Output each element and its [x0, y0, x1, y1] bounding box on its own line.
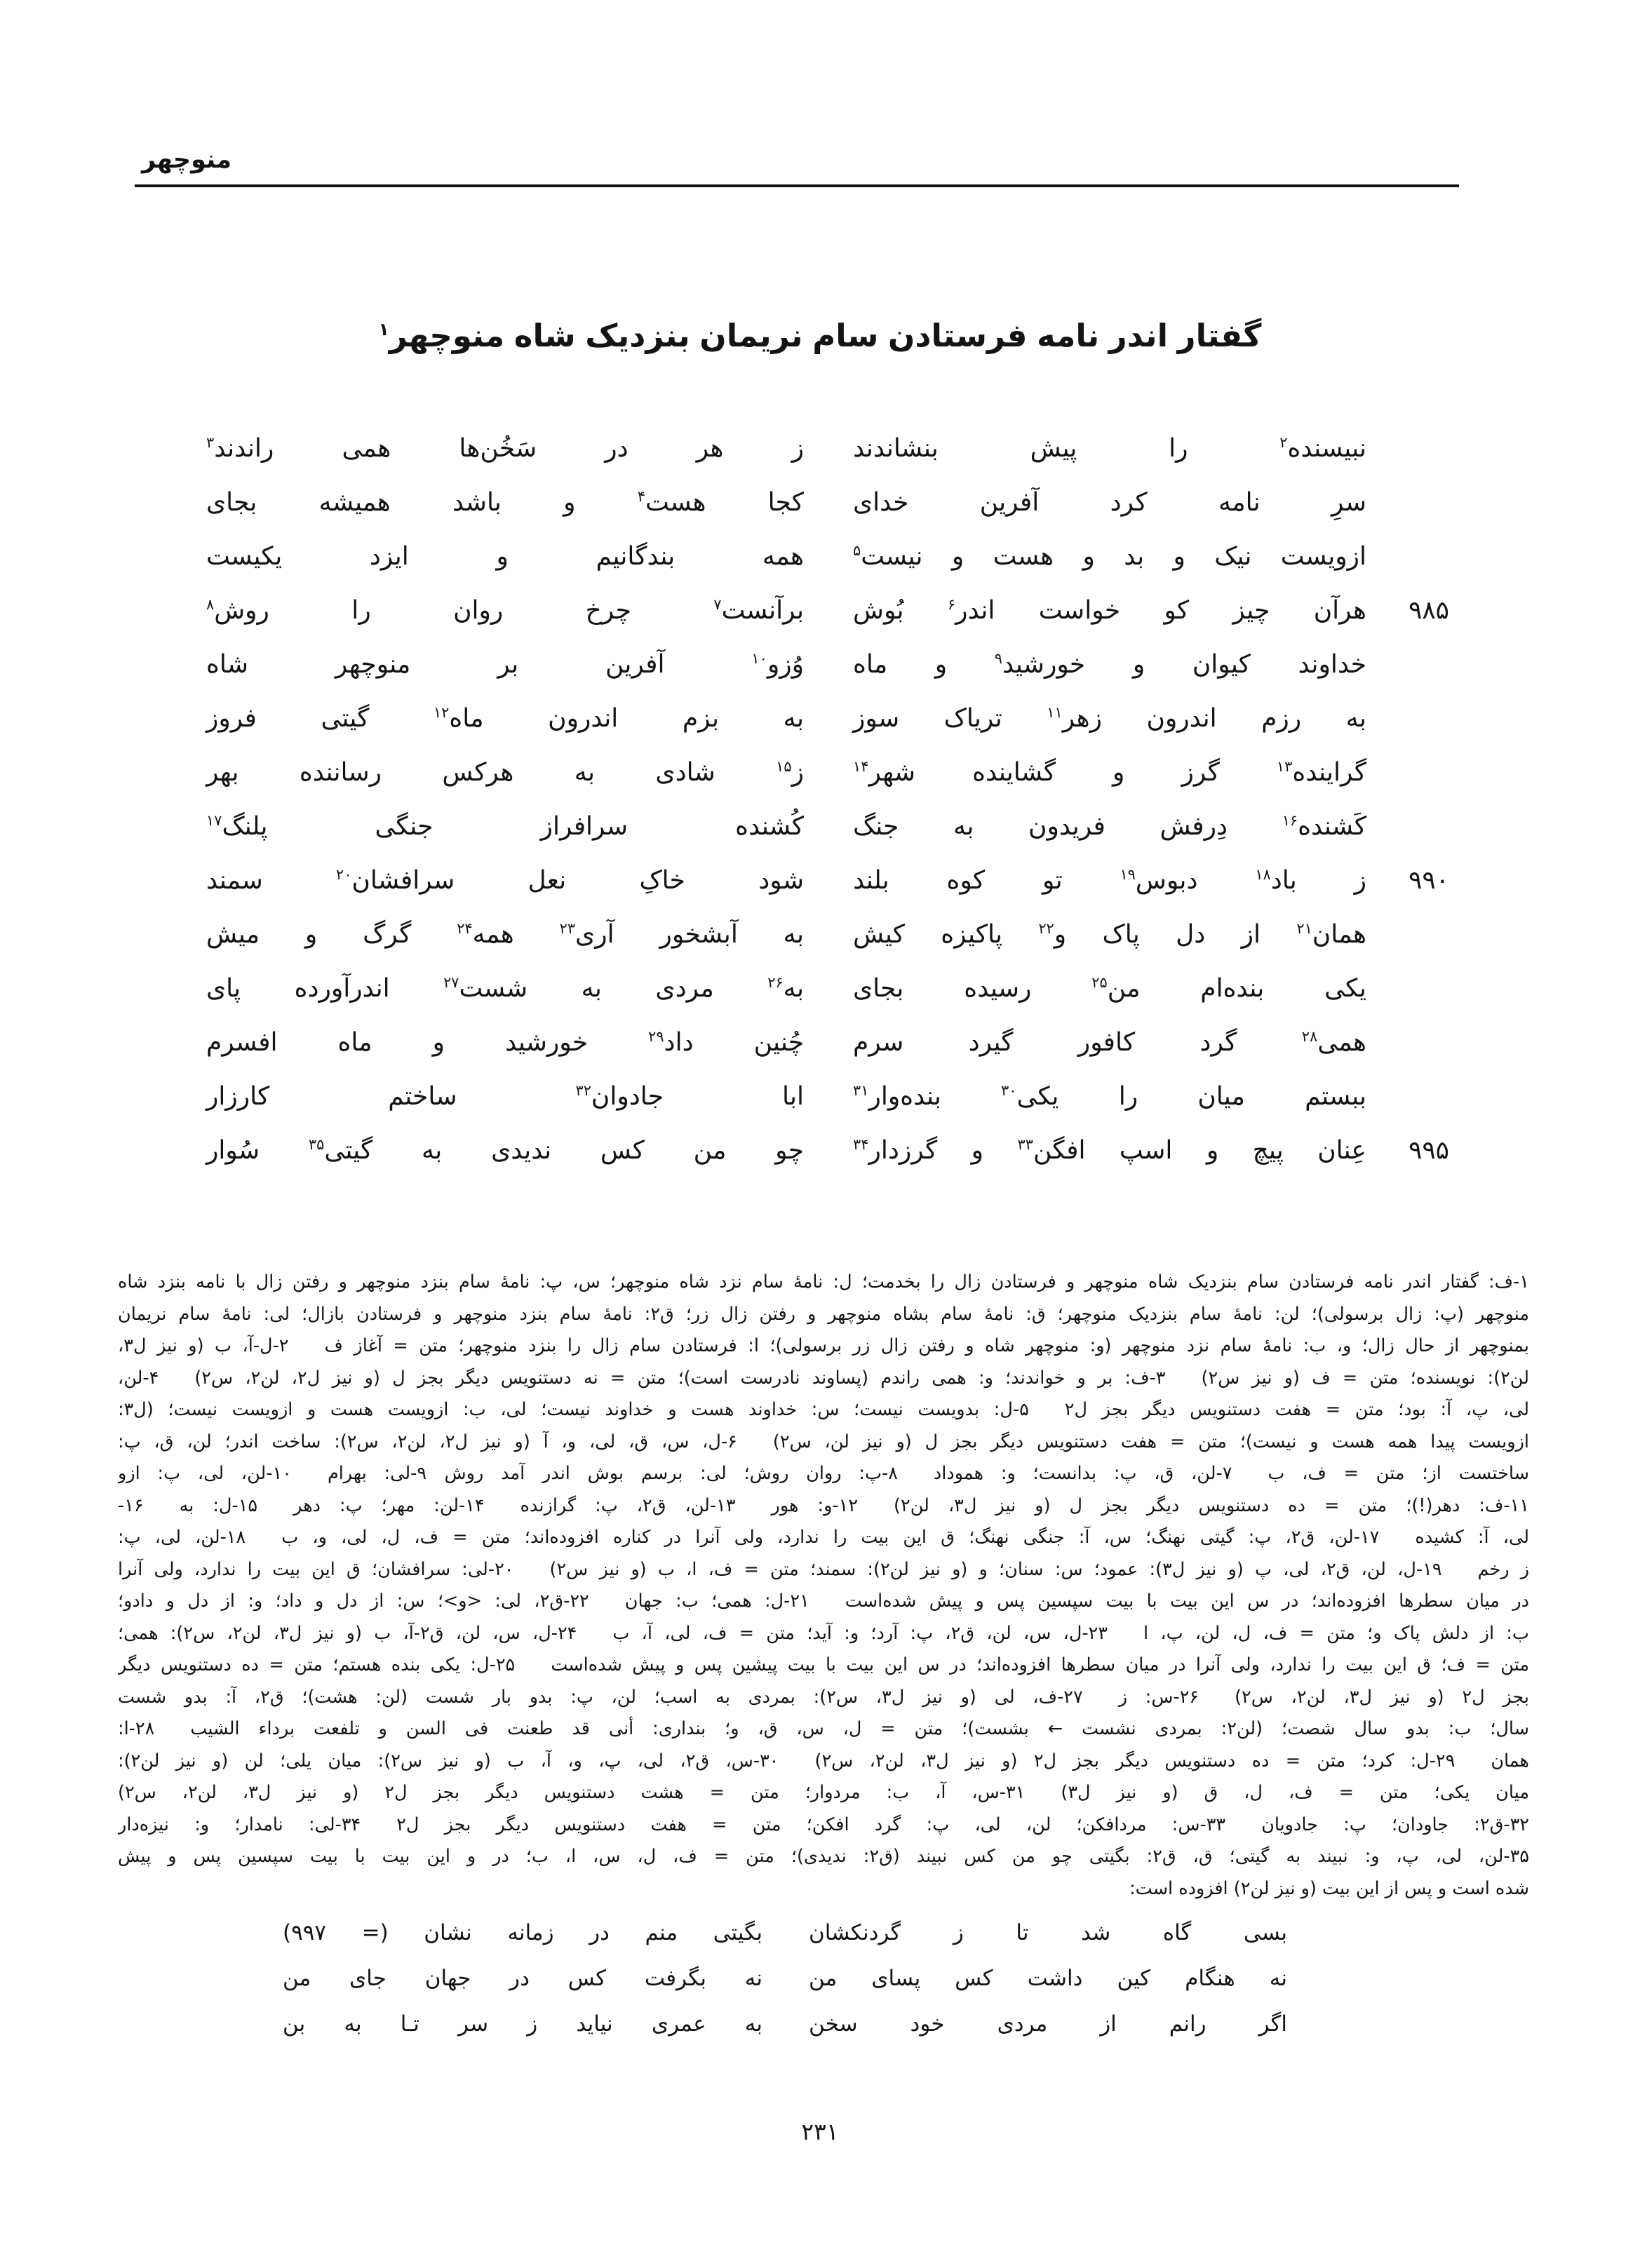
- verse-row: [196, 529, 1452, 583]
- hemistich-right: یکی بنده‌ام من$^{۲۵}$ رسیده بجای: [853, 974, 1366, 1003]
- section-title-note: ۱: [378, 319, 389, 339]
- section-title: [0, 317, 1640, 354]
- hemistich-right: ببستم میان را یکی$^{۳۰}$ بنده‌وار$^{۳۱}$: [853, 1082, 1366, 1111]
- appendix-verse-row: [283, 2001, 1287, 2046]
- apparatus-line: شده است و پس از این بیت (و نیز لن۲) افزوده است:: [1129, 1877, 1529, 1899]
- apparatus-line: بجز ل۲ (و نیز ل۳، لن۲، س۲) ۲۶-س: ز ۲۷-ف، لی (و نیز ل۳، س۲): بمردی به اسب؛ لن، پ: بدو بار شست (لن: هشت)؛ ق۲، آ: بدو شست: [118, 1686, 1529, 1708]
- apparatus-line: ۳۵-لن، لی، پ، و: نبیند به گیتی؛ ق، ق۲: بگیتی چو من کس نبیند (ق۲: ندیدی)؛ متن = ف، ل، س، ا، ب؛ در و این بیت با بیت سپسین پس و پیش: [118, 1846, 1529, 1867]
- verse-row: [196, 961, 1452, 1015]
- apparatus-line: میان یکی؛ متن = ف، ل، ق (و نیز ل۳) ۳۱-س، آ، ب: مردوار؛ متن = هشت دستنویس دیگر بجز ل۲ (و نیز ل۳، لن۲، س۲): [118, 1782, 1529, 1803]
- hemistich-left: به بزم اندرون ماه$^{۱۲}$ گیتی فروز: [206, 704, 805, 733]
- apparatus-line: لی، آ: کشیده ۱۷-لن، ق۲، پ: گیتی نهنگ؛ س، آ: جنگی نهنگ؛ ق این بیت را ندارد، ولی آنرا در کناره افزوده‌اند؛ متن = ف، ل، لی، و، ب ۱۸-لن، لی، پ:: [118, 1527, 1529, 1548]
- apparatus-line: منوچهر (پ: زال برسولی)؛ لن: نامهٔ سام بنزدیک منوچهر؛ ق: نامهٔ سام بشاه منوچهر و رفتن زال زر؛ ق۲: نامهٔ سام بنزد منوچهر و فرستادن بازال؛ لی: نامهٔ سام نریمان: [118, 1303, 1529, 1325]
- verse-row: [196, 691, 1452, 745]
- verse-row: [196, 1069, 1452, 1123]
- hemistich-left: به$^{۲۶}$ مردی به شست$^{۲۷}$ اندرآورده پای: [206, 974, 804, 1003]
- hemistich-left: همه بندگانیم و ایزد یکیست: [206, 542, 804, 571]
- hemistich-left: بگیتی منم در زمانه نشان (= ۹۹۷): [283, 1919, 762, 1945]
- verse-row: [196, 1015, 1452, 1069]
- verse-row: [196, 853, 1452, 907]
- verse-row: [196, 583, 1452, 637]
- hemistich-left: وُزو$^{۱۰}$ آفرین بر منوچهر شاه: [206, 650, 804, 679]
- hemistich-right: سرِ نامه کرد آفرین خدای: [853, 488, 1366, 517]
- hemistich-left: ز هر در سَخُن‌ها همی راندند$^۳$: [206, 434, 804, 463]
- hemistich-left: نه بگرفت کس در جهان جای من: [283, 1965, 762, 1991]
- verse-row: [196, 799, 1452, 853]
- verse-row: [196, 1123, 1452, 1177]
- hemistich-left: چُنین داد$^{۲۹}$ خورشید و ماه افسرم: [206, 1028, 804, 1057]
- apparatus-line: لن۲): نویسنده؛ متن = ف (و نیز س۲) ۳-ف: بر و خواندند؛ و: همی راندم (پساوند نادرست است)؛ متن = نه دستنویس دیگر بجز ل (و نیز ل۲، لن۲، س۲) ۴-لن،: [118, 1367, 1529, 1389]
- section-title-text: گفتار اندر نامه فرستادن سام نریمان بنزدیک شاه منوچهر: [389, 317, 1262, 354]
- verse-row: [196, 475, 1452, 529]
- hemistich-right: به رزم اندرون زهر$^{۱۱}$ تریاک سوز: [853, 704, 1367, 733]
- hemistich-left: ز$^{۱۵}$ شادی به هرکس رساننده بهر: [206, 758, 804, 787]
- hemistich-left: برآنست$^۷$ چرخ روان را روش$^۸$: [206, 596, 804, 625]
- apparatus-line: لی، پ، آ: بود؛ متن = هفت دستنویس دیگر بجز ل۲ ۵-ل: بدویست نیست؛ س: خداوند هست و خداوند نیست؛ لی، ب: ازویست هست و ازویست نیست؛ (ل۳:: [118, 1399, 1529, 1420]
- apparatus-line: سال؛ ب: بدو سال شصت؛ (لن۲: بمردی نشست ← بشست)؛ متن = ل، س، ق، و؛ بنداری: أنی قد طعنت فی السن و تلفعت برداء الشیب ۲۸-ا:: [118, 1718, 1529, 1739]
- apparatus-line: بمنوچهر از حال زال؛ و، ب: نامهٔ سام نزد منوچهر (و: منوچهر شاه و رفتن زال زر برسولی)؛ ا: فرستادن سام زال را بنزد منوچهر؛ متن = آغاز ف ۲-ل-آ، ب (و نیز ل۳،: [118, 1335, 1529, 1356]
- appendix-verse-block: [283, 1910, 1287, 2046]
- hemistich-right: همان$^{۲۱}$ از دل پاک و$^{۲۲}$ پاکیزه کیش: [853, 920, 1366, 949]
- apparatus-line: همان ۲۹-ل: کرد؛ متن = ده دستنویس دیگر بجز ل۲ (و نیز ل۳، لن۲، س۲) ۳۰-س، ق۲، لی، پ، و، آ، ب (و نیز س۲): میان یلی؛ لن (و نیز لن۲):: [118, 1750, 1529, 1771]
- header-rule: [135, 184, 1459, 187]
- verse-number: ۹۸۵: [1408, 596, 1449, 625]
- hemistich-left: کُشنده سرافراز جنگی پلنگ$^{۱۷}$: [206, 812, 804, 841]
- hemistich-right: بسی گاه شد تا ز گردنکشان: [809, 1919, 1287, 1945]
- verse-number: ۹۹۰: [1408, 866, 1449, 895]
- running-header: منوچهر: [142, 146, 232, 174]
- appendix-verse-row: [283, 1955, 1287, 2001]
- hemistich-right: ز باد$^{۱۸}$ دبوس$^{۱۹}$ تو کوه بلند: [853, 866, 1366, 895]
- critical-apparatus: [118, 1267, 1529, 1905]
- apparatus-line: ازویست پیدا همه هست و نیست)؛ متن = هفت دستنویس دیگر بجز ل (و نیز لن، س۲) ۶-ل، س، ق، لی، و، آ (و نیز ل۲، لن۲، س۲): ساخت اندر؛ لن، ق، پ:: [118, 1431, 1529, 1452]
- apparatus-line: ساختست از؛ متن = ف، ب ۷-لن، ق، پ: بدانست؛ و: هموداد ۸-پ: روان روش؛ لی: برسم بوش اندر آمد روش ۹-لی: بهرام ۱۰-لن، لی، پ: ازو: [118, 1463, 1529, 1484]
- verse-row: [196, 421, 1452, 475]
- verse-block: [196, 421, 1452, 1177]
- appendix-verse-row: [283, 1910, 1287, 1955]
- hemistich-left: ابا جادوان$^{۳۲}$ ساختم کارزار: [206, 1082, 804, 1111]
- hemistich-left: کجا هست$^۴$ و باشد همیشه بجای: [206, 488, 804, 517]
- hemistich-left: به عمری نیاید ز سر تـا به بن: [283, 2011, 762, 2037]
- apparatus-line: ب: از دلش پاک و؛ متن = ف، ل، لن، پ، ا ۲۳-ل، س، لن، ق۲، پ: آرد؛ و: آید؛ متن = ف، لی، آ، ب ۲۴-ل، س، لن، ق۲-آ، ب (و نیز ل۳، لن۲، س۲): همی؛: [118, 1622, 1529, 1644]
- hemistich-right: نه هنگام کین داشت کس پسای من: [809, 1965, 1287, 1991]
- hemistich-right: اگر رانم از مردی خود سخن: [809, 2011, 1287, 2037]
- apparatus-line: ۱-ف: گفتار اندر نامه فرستادن سام بنزدیک شاه منوچهر و فرستادن زال را بخدمت؛ ل: نامهٔ سام نزد شاه منوچهر؛ س، پ: نامهٔ سام بنزد منوچهر و رفتن زال با نامه بنزد شاه: [118, 1271, 1529, 1292]
- hemistich-right: گراینده$^{۱۳}$ گرز و گشاینده شهر$^{۱۴}$: [853, 758, 1366, 787]
- page-number: ۲۳۱: [801, 2118, 839, 2145]
- hemistich-right: کَشنده$^{۱۶}$ دِرفش فریدون به جنگ: [853, 812, 1366, 841]
- verse-row: [196, 907, 1452, 961]
- hemistich-left: شود خاکِ نعل سرافشان$^{۲۰}$ سمند: [206, 866, 804, 895]
- apparatus-line: ۱۱-ف: دهر(!)؛ متن = ده دستنویس دیگر بجز ل (و نیز ل۳، لن۲) ۱۲-و: هور ۱۳-لن، ق۲، پ: گرازنده ۱۴-لن: مهر؛ پ: دهر ۱۵-ل: به ۱۶-: [118, 1494, 1529, 1516]
- verse-row: [196, 745, 1452, 799]
- apparatus-line: متن = ف؛ ق این بیت را ندارد، ولی آنرا در میان سطرها افزوده‌اند؛ در س این بیت با بیت پیشین پس و پیش شده‌است ۲۵-ل: یکی بنده هستم؛ متن = ده دستنویس دیگر: [118, 1654, 1529, 1675]
- hemistich-left: به آبشخور آری$^{۲۳}$ همه$^{۲۴}$ گرگ و میش: [206, 920, 804, 949]
- apparatus-line: ۳۲-ق۲: جاودان؛ پ: جادویان ۳۳-س: مردافکن؛ لن، لی، پ: گرد افکن؛ متن = هفت دستنویس دیگر بجز ل۲ ۳۴-لی: نامدار؛ و: نیزه‌دار: [118, 1814, 1529, 1835]
- hemistich-right: هرآن چیز کو خواست اندر$^۶$ بُوش: [853, 596, 1366, 625]
- hemistich-left: چو من کس ندیدی به گیتی$^{۳۵}$ سُوار: [206, 1136, 804, 1165]
- apparatus-line: در میان سطرها افزوده‌اند؛ در س این بیت با بیت سپسین پس و پیش شده‌است ۲۱-ل: همی؛ ب: جهان ۲۲-ق۲، لی: <و>؛ س: از دل و داد؛ و: از دل و دادو؛: [118, 1591, 1529, 1612]
- hemistich-right: ازویست نیک و بد و هست و نیست$^۵$: [853, 542, 1366, 571]
- hemistich-right: نبیسنده$^۲$ را پیش بنشاندند: [853, 434, 1366, 463]
- hemistich-right: همی$^{۲۸}$ گرد کافور گیرد سرم: [853, 1028, 1366, 1057]
- verse-number: ۹۹۵: [1408, 1136, 1449, 1165]
- verse-row: [196, 637, 1452, 691]
- hemistich-right: خداوند کیوان و خورشید$^۹$ و ماه: [853, 650, 1366, 679]
- apparatus-line: ز رخم ۱۹-ل، لن، ق۲، لی، پ (و نیز ل۳): عمود؛ س: سنان؛ و (و نیز لن۲): سمند؛ متن = ف، ا، ب (و نیز س۲) ۲۰-لی: سرافشان؛ ق این بیت را ندارد، ولی آنرا: [118, 1558, 1529, 1580]
- hemistich-right: عِنان پیچ و اسپ افگن$^{۳۳}$ و گرزدار$^{۳۴}$: [853, 1136, 1366, 1165]
